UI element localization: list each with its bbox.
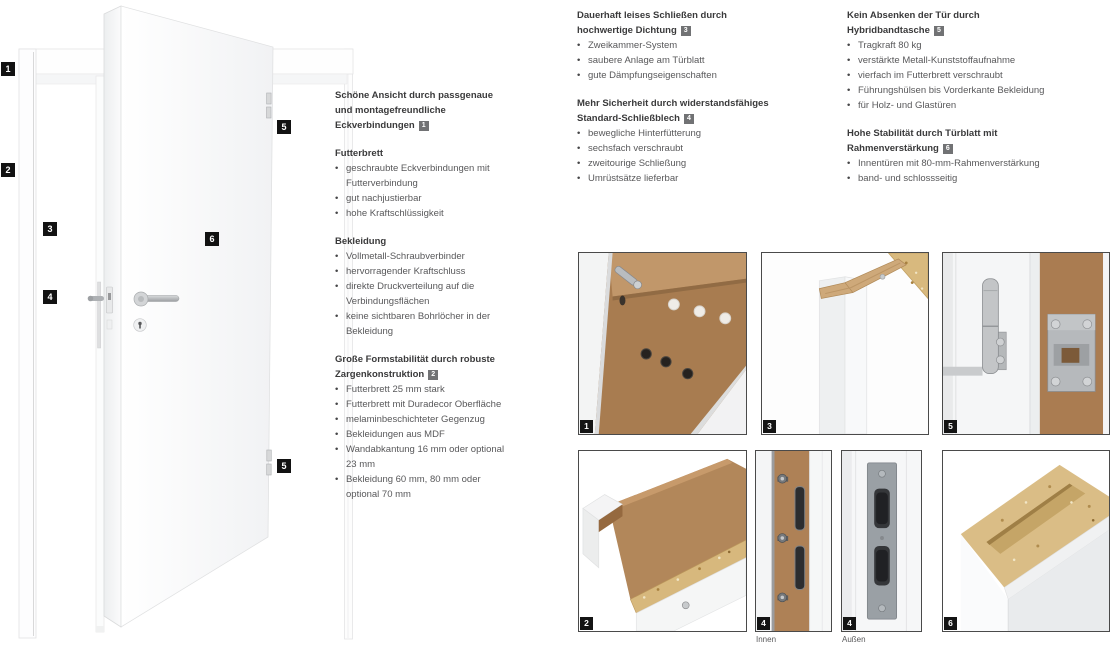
hinge-pocket-image bbox=[943, 253, 1109, 434]
subheading: Bekleidung bbox=[335, 236, 387, 247]
section-heading: Große Formstabilität durch robuste Zargenkonstruktion 2 bbox=[335, 354, 495, 380]
section-hybridbandtasche bbox=[847, 8, 1059, 113]
bullet-item: • melaminbeschichteter Gegenzug bbox=[335, 412, 506, 427]
section-heading: Mehr Sicherheit durch widerstandsfähiges Standard-Schließblech 4 bbox=[577, 98, 769, 124]
bullet-item: • Futterbrett 25 mm stark bbox=[335, 382, 506, 397]
bullet-list bbox=[847, 156, 1059, 186]
leaf-corner-image bbox=[943, 451, 1109, 631]
open-door-drawing bbox=[0, 0, 360, 647]
section-dichtung bbox=[577, 8, 785, 83]
bullet-item: • bewegliche Hinterfütterung bbox=[577, 126, 785, 141]
bullet-item: • Vollmetall-Schraubverbinder bbox=[335, 249, 506, 264]
bullet-item: • hervorragender Kraftschluss bbox=[335, 264, 506, 279]
bullet-item: • sechsfach verschraubt bbox=[577, 141, 785, 156]
photo-ref-badge: 5 bbox=[944, 420, 957, 433]
ref-badge-3: 3 bbox=[681, 26, 691, 36]
bullet-item: • Tragkraft 80 kg bbox=[847, 38, 1059, 53]
bullet-list bbox=[577, 126, 785, 186]
ref-badge-5: 5 bbox=[934, 26, 944, 36]
lock-inside-image bbox=[756, 451, 831, 631]
bullet-item: • geschraubte Eckverbindungen mit Futterverbindung bbox=[335, 161, 506, 191]
bullet-item: • Zweikammer-System bbox=[577, 38, 785, 53]
photo-ref-badge: 3 bbox=[763, 420, 776, 433]
diagram-marker-6: 6 bbox=[205, 232, 219, 246]
diagram-marker-5a: 5 bbox=[277, 120, 291, 134]
caption-innen: Innen bbox=[756, 635, 777, 644]
bullet-list bbox=[335, 249, 506, 339]
frame-profile-image bbox=[579, 451, 746, 631]
ref-badge-6: 6 bbox=[943, 144, 953, 154]
photo-lock-inside bbox=[755, 450, 832, 632]
photo-ref-badge: 1 bbox=[580, 420, 593, 433]
ref-badge-1: 1 bbox=[419, 121, 429, 131]
photo-ref-badge: 4 bbox=[757, 617, 770, 630]
section-heading: Schöne Ansicht durch passgenaue und montagefreundliche Eckverbindungen 1 bbox=[335, 90, 494, 131]
bullet-item: • Bekleidungen aus MDF bbox=[335, 427, 506, 442]
bullet-item: • Futterbrett mit Duradecor Oberfläche bbox=[335, 397, 506, 412]
photo-ref-badge: 2 bbox=[580, 617, 593, 630]
bullet-item: • Führungshülsen bis Vorderkante Bekleidung bbox=[847, 83, 1059, 98]
section-futterbrett bbox=[335, 146, 506, 221]
bullet-item: • gut nachjustierbar bbox=[335, 191, 506, 206]
diagram-marker-2: 2 bbox=[1, 163, 15, 177]
bullet-item: • Wandabkantung 16 mm oder optional 23 mm bbox=[335, 442, 506, 472]
bullet-item: • gute Dämpfungseigenschaften bbox=[577, 68, 785, 83]
photo-frame-profile bbox=[578, 450, 747, 632]
section-rahmenverstaerkung bbox=[847, 126, 1059, 186]
door-diagram bbox=[0, 0, 360, 647]
text-column-a bbox=[335, 88, 506, 515]
bullet-item: • verstärkte Metall-Kunststoffaufnahme bbox=[847, 53, 1059, 68]
photo-strike-plate bbox=[841, 450, 922, 632]
text-column-c bbox=[847, 8, 1059, 199]
bullet-item: • hohe Kraftschlüssigkeit bbox=[335, 206, 506, 221]
diagram-marker-1: 1 bbox=[1, 62, 15, 76]
photo-ref-badge: 4 bbox=[843, 617, 856, 630]
ref-badge-2: 2 bbox=[428, 370, 438, 380]
bullet-item: • Innentüren mit 80-mm-Rahmenverstärkung bbox=[847, 156, 1059, 171]
bullet-item: • Bekleidung 60 mm, 80 mm oder optional 70 mm bbox=[335, 472, 506, 502]
diagram-marker-3: 3 bbox=[43, 222, 57, 236]
photo-leaf-corner bbox=[942, 450, 1110, 632]
bullet-item: • zweitourige Schließung bbox=[577, 156, 785, 171]
bullet-item: • keine sichtbaren Bohrlöcher in der Bekleidung bbox=[335, 309, 506, 339]
photo-hinge-pocket bbox=[942, 252, 1110, 435]
section-heading: Dauerhaft leises Schließen durch hochwertige Dichtung 3 bbox=[577, 10, 727, 36]
section-bekleidung bbox=[335, 234, 506, 339]
ref-badge-4: 4 bbox=[684, 114, 694, 124]
photo-corner-joint bbox=[578, 252, 747, 435]
photo-seal-corner bbox=[761, 252, 929, 435]
section-schliessblech bbox=[577, 96, 785, 186]
bullet-list bbox=[335, 382, 506, 502]
bullet-list bbox=[847, 38, 1059, 113]
section-heading: Hohe Stabilität durch Türblatt mit Rahmenverstärkung 6 bbox=[847, 128, 998, 154]
bullet-list bbox=[335, 161, 506, 221]
section-zargenkonstruktion bbox=[335, 352, 506, 502]
bullet-item: • band- und schlossseitig bbox=[847, 171, 1059, 186]
lock-cylinder bbox=[134, 319, 147, 332]
bullet-list bbox=[577, 38, 785, 83]
bullet-item: • direkte Druckverteilung auf die Verbindungsflächen bbox=[335, 279, 506, 309]
subheading: Futterbrett bbox=[335, 148, 384, 159]
diagram-marker-4: 4 bbox=[43, 290, 57, 304]
caption-aussen: Außen bbox=[842, 635, 866, 644]
corner-joint-image bbox=[579, 253, 746, 434]
text-column-b bbox=[577, 8, 785, 199]
strike-plate-image bbox=[842, 451, 921, 631]
section-eckverbindungen bbox=[335, 88, 506, 133]
bullet-item: • für Holz- und Glastüren bbox=[847, 98, 1059, 113]
section-heading: Kein Absenken der Tür durch Hybridbandtasche 5 bbox=[847, 10, 980, 36]
diagram-marker-5b: 5 bbox=[277, 459, 291, 473]
seal-corner-image bbox=[762, 253, 928, 434]
photo-ref-badge: 6 bbox=[944, 617, 957, 630]
bullet-item: • Umrüstsätze lieferbar bbox=[577, 171, 785, 186]
bullet-item: • saubere Anlage am Türblatt bbox=[577, 53, 785, 68]
bullet-item: • vierfach im Futterbrett verschraubt bbox=[847, 68, 1059, 83]
